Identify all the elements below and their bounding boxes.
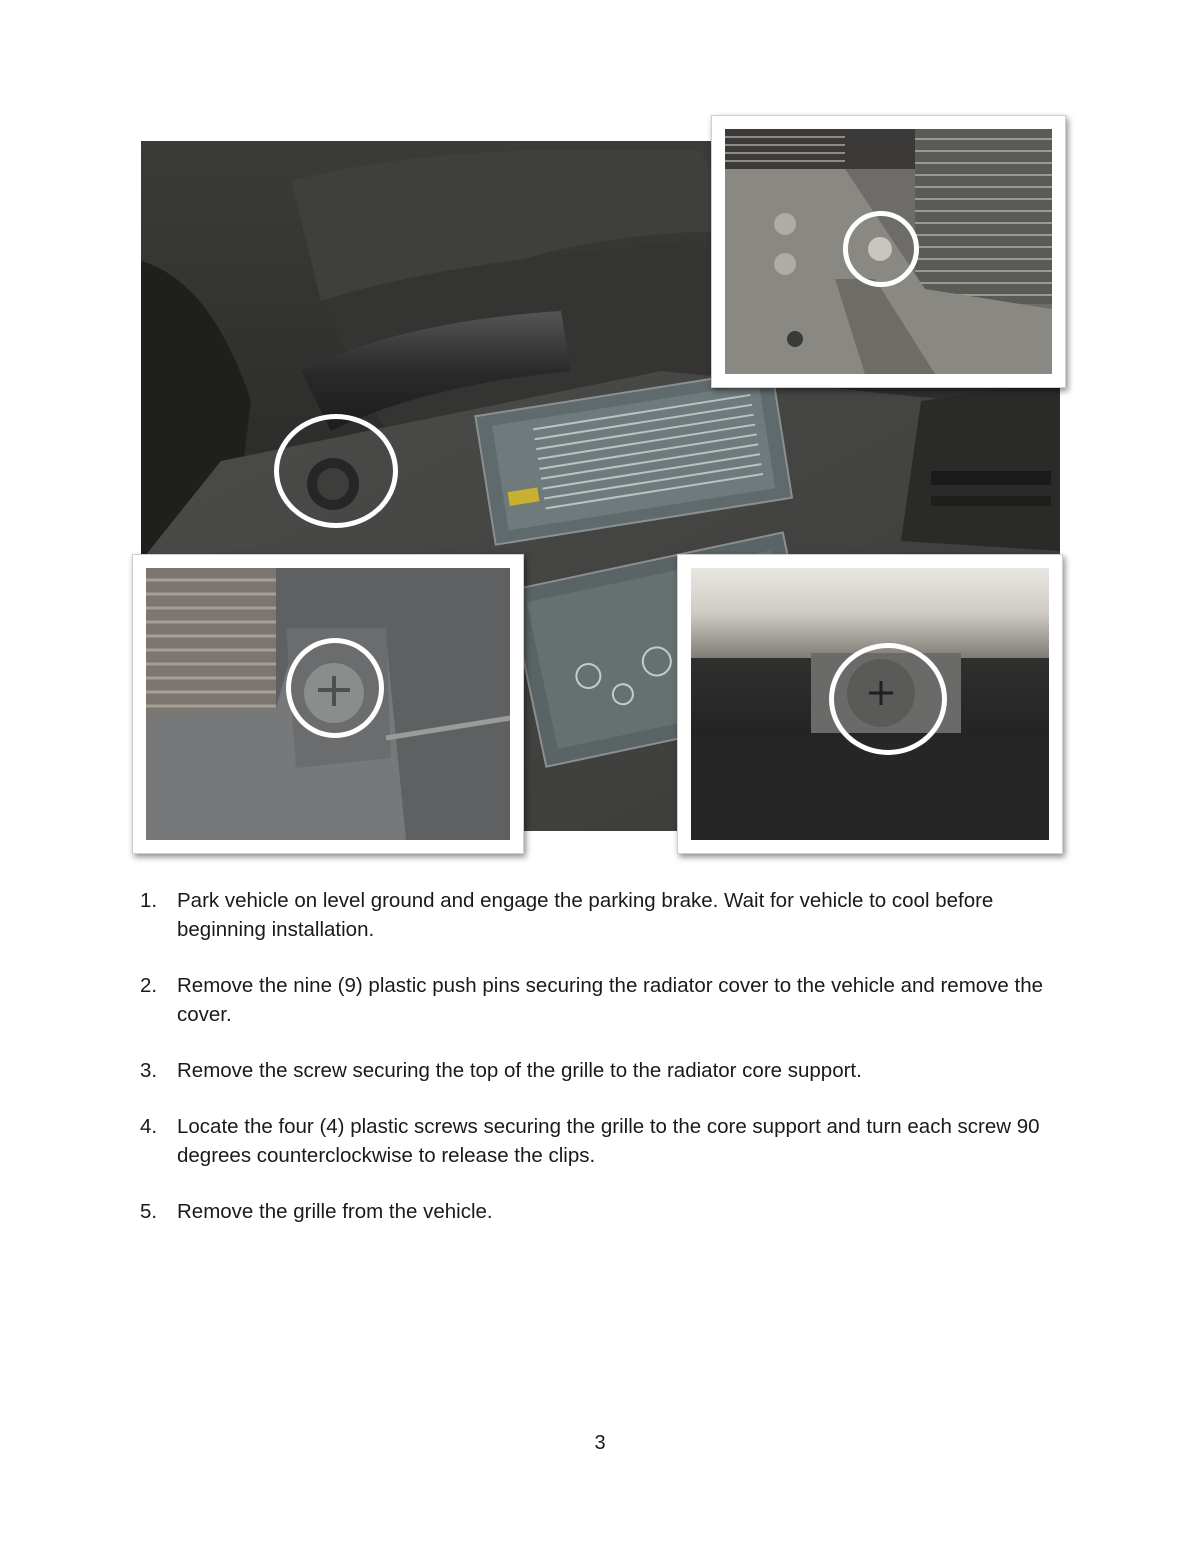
instruction-steps: [140, 886, 1070, 1253]
right-grille-clip-inset: [677, 554, 1063, 854]
step-text: Park vehicle on level ground and engage the parking brake. Wait for vehicle to cool before beginning installation.: [177, 889, 994, 941]
step-item: [140, 1056, 1070, 1085]
step-item: [140, 886, 1070, 944]
step-item: [140, 1197, 1070, 1226]
step-item: [140, 971, 1070, 1029]
push-pin-highlight-circle: [274, 414, 398, 528]
step-number: 5.: [140, 1200, 158, 1223]
step-text: Remove the screw securing the top of the grille to the radiator core support.: [177, 1059, 862, 1082]
left-clip-highlight-circle: [286, 638, 384, 738]
step-number: 2.: [140, 974, 158, 997]
step-number: 1.: [140, 889, 158, 912]
step-number: 4.: [140, 1115, 158, 1138]
right-clip-highlight-circle: [829, 643, 947, 755]
step-number: 3.: [140, 1059, 158, 1082]
top-screw-highlight-circle: [843, 211, 919, 287]
step-item: [140, 1112, 1070, 1170]
left-grille-clip-inset: [132, 554, 524, 854]
top-grille-screw-inset: [711, 115, 1066, 388]
page-number: 3: [594, 1432, 606, 1454]
step-text: Locate the four (4) plastic screws securing the grille to the core support and turn each screw 90 degrees counterclockwise to release the clips.: [177, 1115, 1040, 1167]
step-text: Remove the nine (9) plastic push pins securing the radiator cover to the vehicle and remove the cover.: [177, 974, 1044, 1026]
step-text: Remove the grille from the vehicle.: [177, 1200, 493, 1223]
